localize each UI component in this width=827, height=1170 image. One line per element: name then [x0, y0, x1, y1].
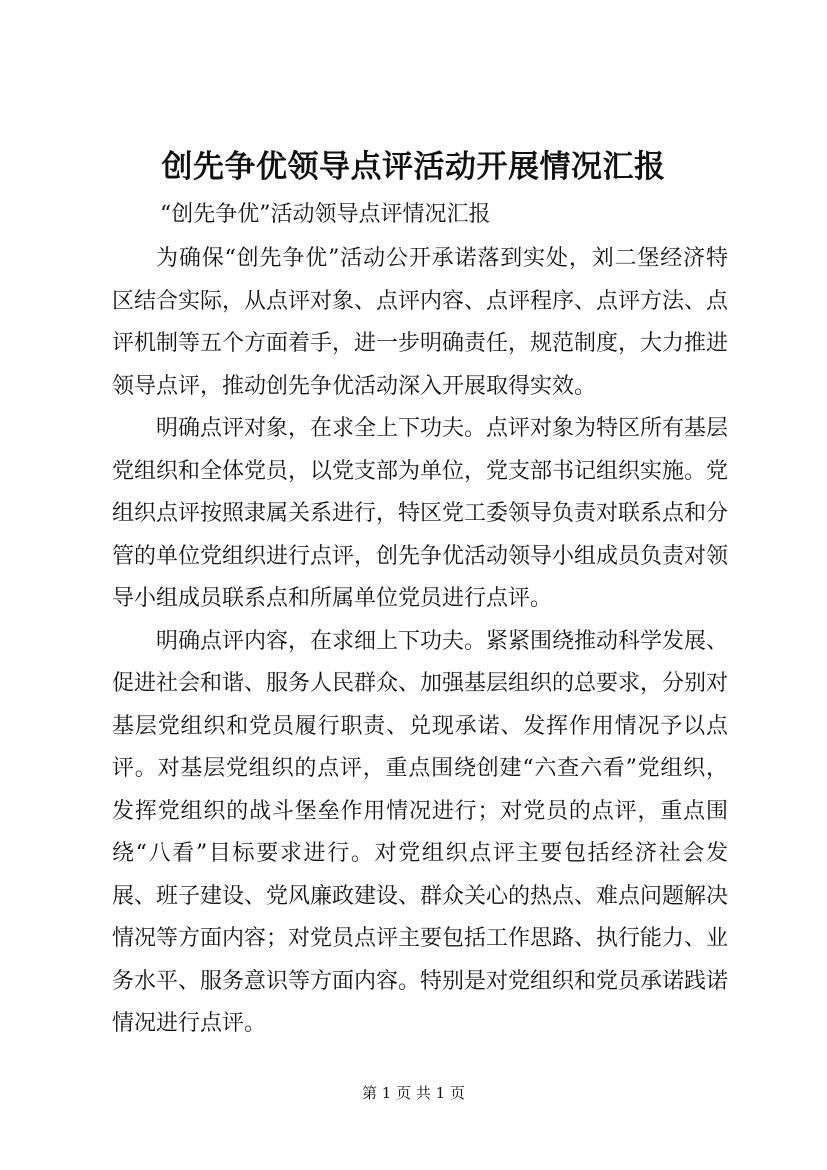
document-subtitle: “创先争优”活动领导点评情况汇报: [160, 202, 491, 227]
document-body: [112, 238, 728, 1046]
paragraph: 明确点评内容，在求细上下功夫。紧紧围绕推动科学发展、促进社会和谐、服务人民群众、加强基层组织的总要求，分别对基层党组织和党员履行职责、兑现承诺、发挥作用情况予以点评。对基层党组织的点评，重点围绕创建“六查六看”党组织，发挥党组织的战斗堡垒作用情况进行；对党员的点评，重点围绕“八看”目标要求进行。对党组织点评主要包括经济社会发展、班子建设、党风廉政建设、群众关心的热点、难点问题解决情况等方面内容；对党员点评主要包括工作思路、执行能力、业务水平、服务意识等方面内容。特别是对党组织和党员承诺践诺情况进行点评。: [112, 628, 729, 1036]
document-title: 创先争优领导点评活动开展情况汇报: [161, 149, 666, 185]
paragraph: 为确保“创先争优”活动公开承诺落到实处，刘二堡经济特区结合实际，从点评对象、点评内容、点评程序、点评方法、点评机制等五个方面着手，进一步明确责任，规范制度，大力推进领导点评，推动创先争优活动深入开展取得实效。: [112, 246, 729, 399]
paragraph: 明确点评对象，在求全上下功夫。点评对象为特区所有基层党组织和全体党员，以党支部为单位，党支部书记组织实施。党组织点评按照隶属关系进行，特区党工委领导负责对联系点和分管的单位党组织进行点评，创先争优活动领导小组成员负责对领导小组成员联系点和所属单位党员进行点评。: [112, 416, 729, 611]
page-footer: 第 1 页 共 1 页: [362, 1084, 465, 1102]
